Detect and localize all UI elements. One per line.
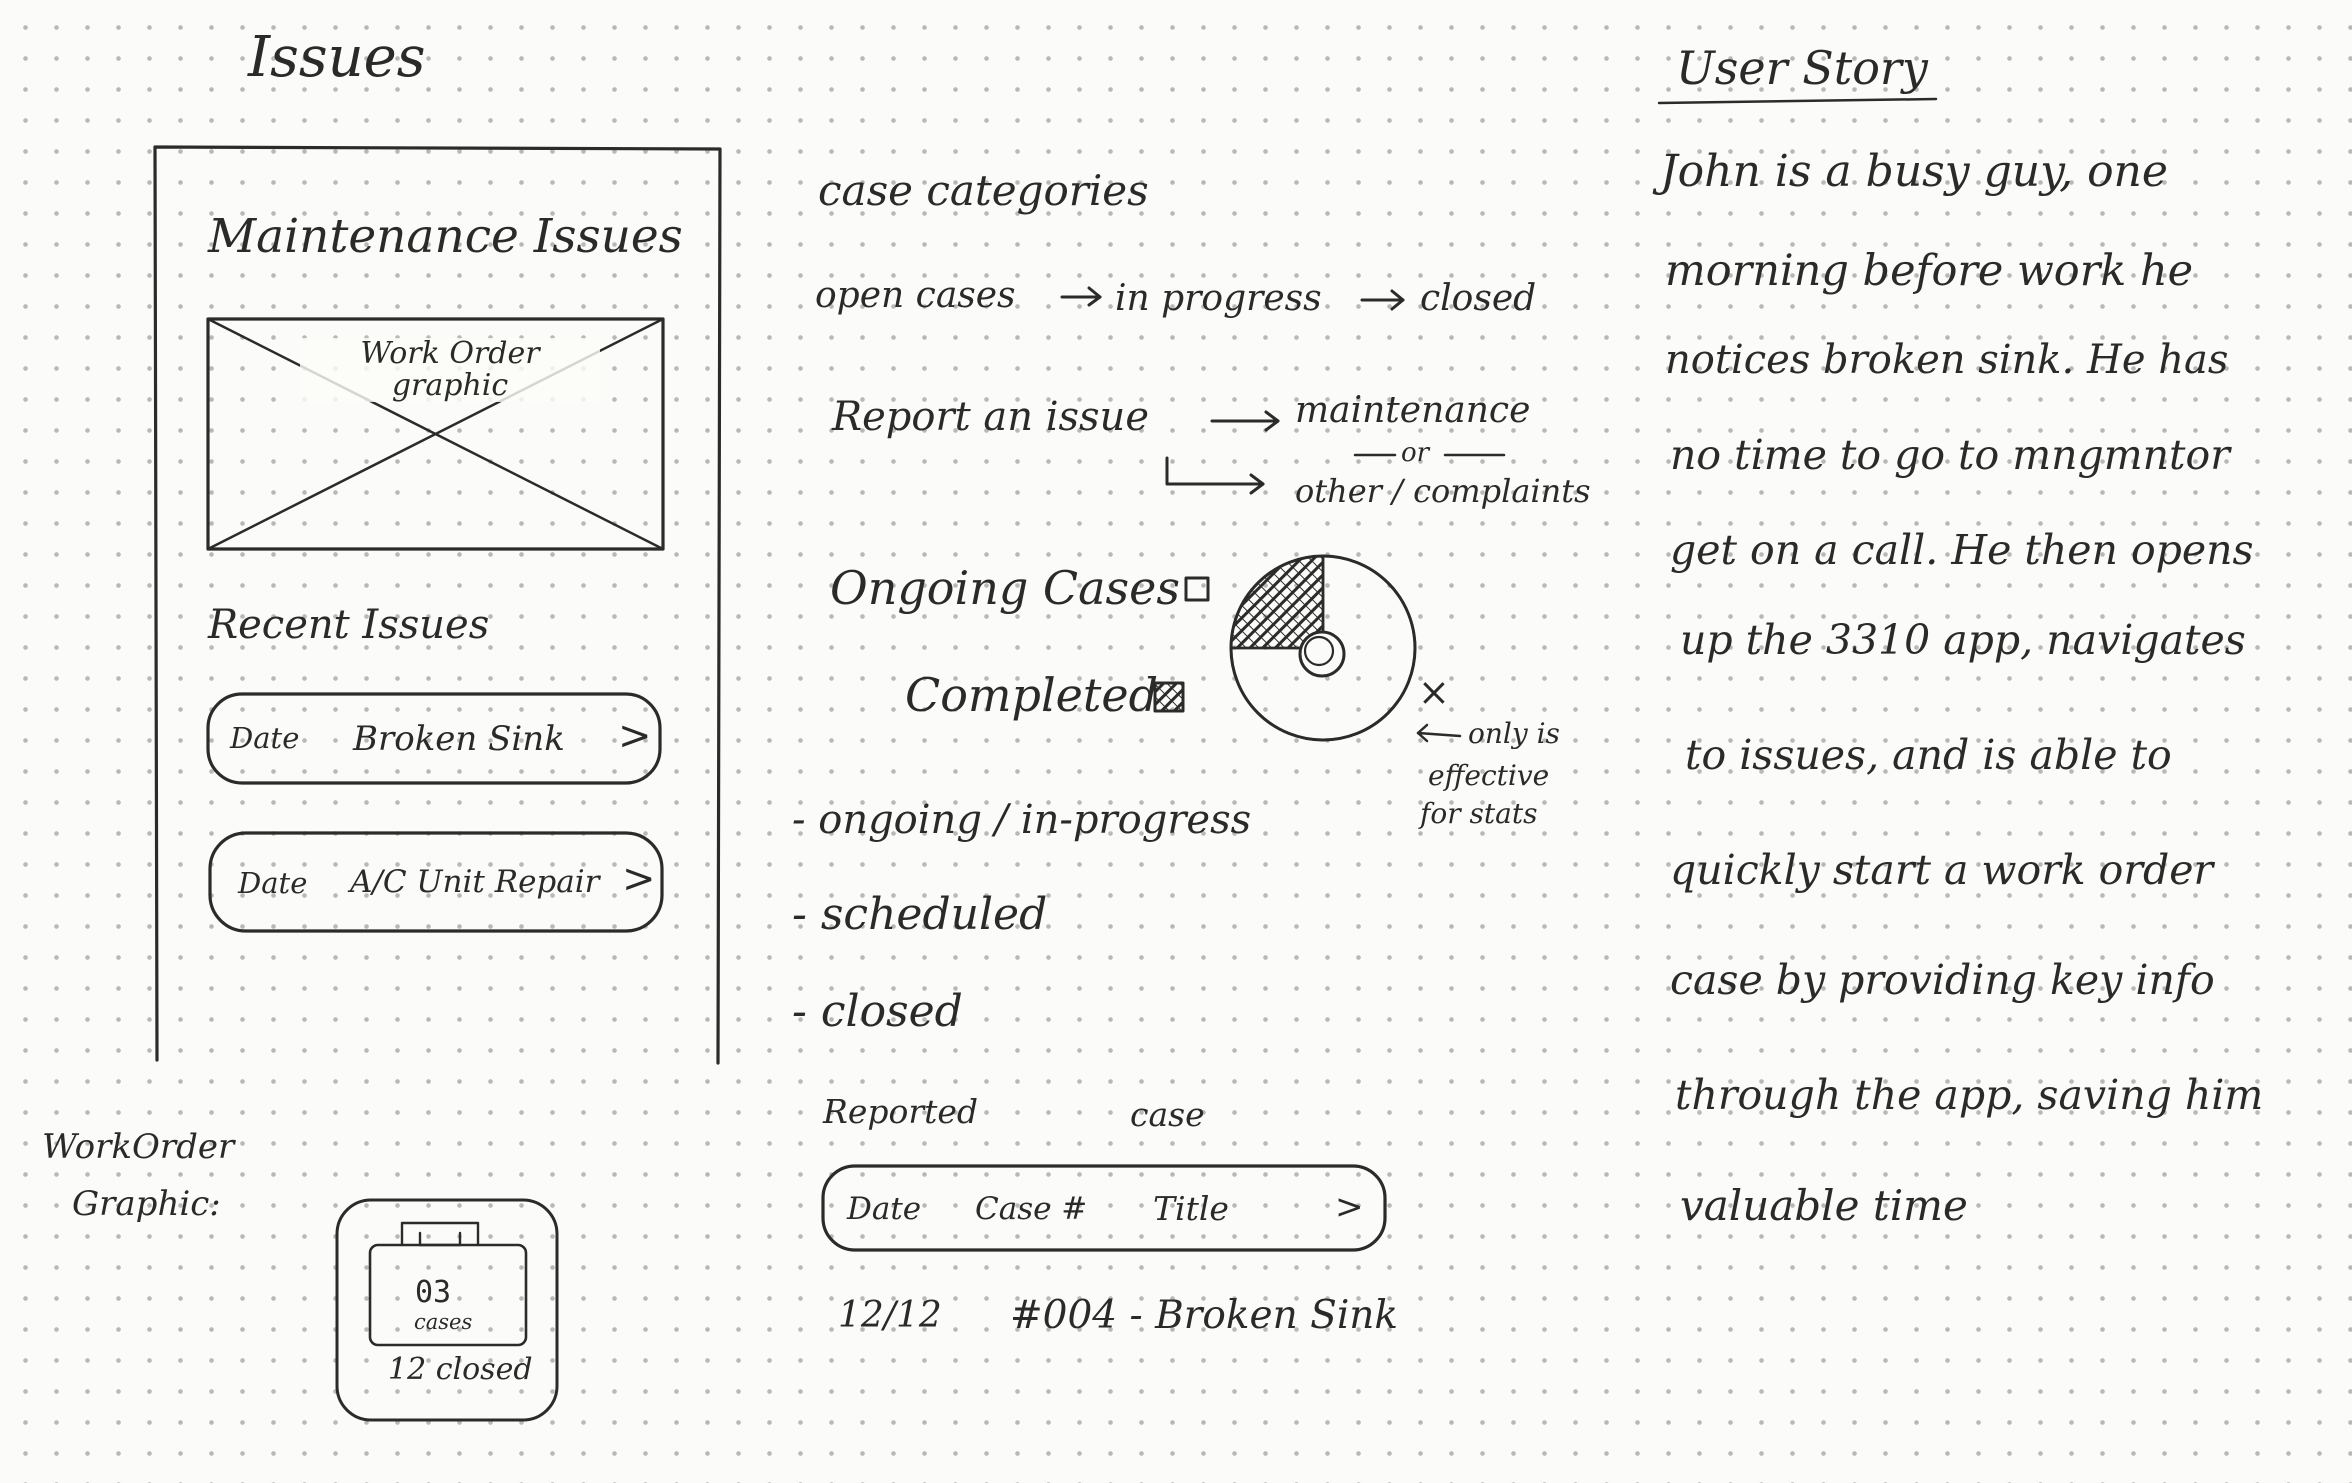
user-story-line: morning before work he [1665, 246, 2194, 296]
flow-arrow-2 [1362, 291, 1403, 309]
user-story-underline [1659, 99, 1936, 103]
report-arrow-maintenance [1212, 412, 1278, 430]
case-heading: case [1130, 1095, 1205, 1134]
legend-swatch-ongoing [1186, 578, 1208, 600]
user-story-line: valuable time [1680, 1181, 1968, 1230]
user-story-heading: User Story [1676, 41, 1928, 95]
user-story-line: no time to go to mngmntor [1670, 431, 2230, 479]
report-or-separator: or [1401, 438, 1430, 468]
workorder-case-unit: cases [414, 1310, 473, 1334]
graphic-placeholder-label: Work Order graphic [300, 338, 600, 402]
user-story-line: get on a call. He then opens [1670, 526, 2254, 574]
annotation-arrow [1418, 725, 1460, 741]
user-story-line: quickly start a work order [1670, 846, 2214, 894]
annotation-line2: effective [1428, 759, 1550, 792]
flow-arrow-1 [1062, 288, 1100, 305]
status-ongoing: - ongoing / in-progress [792, 797, 1252, 843]
workorder-case-count: 03 [415, 1275, 452, 1310]
maintenance-issues-heading: Maintenance Issues [208, 209, 683, 264]
pie-slice-completed [1231, 556, 1323, 648]
flow-step-open: open cases [815, 275, 1016, 316]
user-story-line: through the app, saving him [1675, 1071, 2264, 1119]
flow-step-closed: closed [1420, 278, 1537, 319]
annotation-x-mark: × [1418, 670, 1450, 714]
report-arrow-other [1167, 458, 1263, 493]
row-date: Date [238, 866, 308, 900]
row-title: Broken Sink [353, 719, 565, 759]
row-date: Date [847, 1191, 922, 1227]
legend-label-ongoing: Ongoing Cases [830, 561, 1180, 615]
user-story-line: notices broken sink. He has [1665, 337, 2229, 383]
workorder-closed-count: 12 closed [388, 1352, 533, 1387]
case-categories-heading: case categories [818, 166, 1149, 215]
row-case-number: Case # [975, 1191, 1088, 1227]
annotation-line1: only is [1468, 717, 1560, 750]
pie-chart [1231, 556, 1415, 740]
report-option-maintenance: maintenance [1295, 390, 1531, 431]
flow-step-in-progress: in progress [1115, 278, 1322, 319]
report-option-other: other / complaints [1295, 472, 1591, 510]
recent-issue-row[interactable] [210, 833, 662, 931]
recent-issue-row[interactable] [208, 694, 660, 783]
legend-label-completed: Completed [905, 668, 1159, 722]
reported-heading: Reported [823, 1092, 979, 1131]
annotation-line3: for stats [1420, 797, 1538, 830]
pie-hub [1300, 632, 1344, 676]
chevron-right-icon: > [1335, 1187, 1364, 1227]
reported-case-row[interactable] [823, 1166, 1385, 1250]
page-title: Issues [248, 25, 426, 90]
status-closed: - closed [792, 986, 963, 1037]
status-scheduled: - scheduled [792, 889, 1048, 940]
legend-swatch-completed [1155, 683, 1183, 711]
workorder-label-line2: Graphic: [72, 1184, 221, 1224]
row-title: A/C Unit Repair [350, 864, 600, 900]
example-case-entry: #004 - Broken Sink [1010, 1293, 1399, 1338]
row-title: Title [1153, 1189, 1229, 1228]
user-story-line: to issues, and is able to [1685, 731, 2172, 779]
report-issue-label: Report an issue [832, 394, 1149, 440]
row-date: Date [230, 721, 300, 755]
workorder-label-line1: WorkOrder [42, 1127, 235, 1167]
recent-issues-heading: Recent Issues [208, 602, 490, 648]
user-story-line: John is a busy guy, one [1660, 146, 2168, 197]
example-case-date: 12/12 [838, 1295, 942, 1336]
user-story-line: up the 3310 app, navigates [1680, 616, 2246, 664]
chevron-right-icon: > [618, 713, 652, 759]
clipboard-clip [402, 1223, 478, 1245]
chevron-right-icon: > [622, 856, 656, 902]
user-story-line: case by providing key info [1670, 956, 2215, 1004]
